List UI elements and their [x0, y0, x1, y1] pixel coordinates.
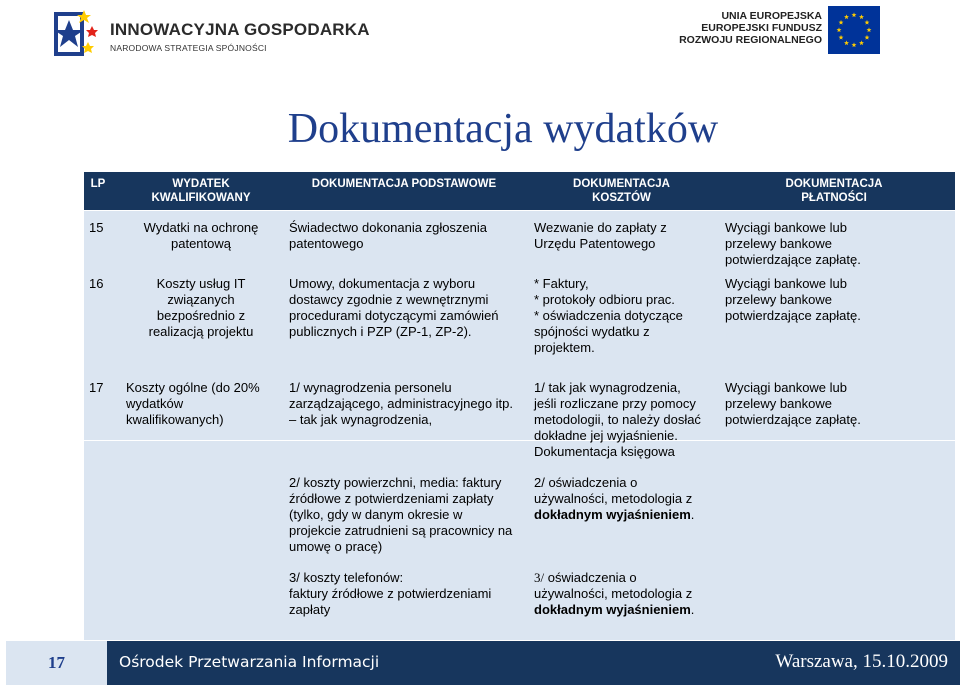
- footer-bar: [107, 641, 960, 685]
- eu-logo-text: [679, 10, 822, 46]
- cell-line: [534, 602, 709, 618]
- cell-line: – tak jak wynagrodzenia,: [289, 412, 433, 427]
- eu-line: UNIA EUROPEJSKA: [721, 10, 822, 22]
- cell-line: * protokoły odbioru prac.: [534, 292, 675, 307]
- cell-wydatek: [126, 380, 276, 428]
- footer: [0, 640, 960, 686]
- row-divider: [84, 210, 955, 211]
- innowacyjna-gospodarka-logo: [52, 6, 370, 66]
- cell-line: zapłaty: [289, 602, 331, 617]
- cell-line: projektem.: [534, 340, 595, 355]
- cell-wydatek: [126, 276, 276, 340]
- table-header: [84, 172, 955, 210]
- cell-line: projekcie zatrudnieni są pracownicy na: [289, 523, 513, 538]
- cell-line: publicznych i PZP (ZP-1, ZP-2).: [289, 324, 472, 339]
- header-line: DOKUMENTACJA: [573, 178, 670, 190]
- header-line: DOKUMENTACJA: [785, 178, 883, 190]
- cell-line: procedurami dotyczącymi zamówień: [289, 308, 499, 323]
- cell-koszty-part1: [534, 380, 709, 460]
- eu-flag-icon: [828, 6, 880, 54]
- cell-line: źródłowe z potwierdzeniami zapłaty: [289, 491, 494, 506]
- cell-line: jeśli rozliczane przy pomocy: [534, 396, 696, 411]
- cell-line: używalności, metodologia z: [534, 586, 693, 601]
- eu-logo: [670, 6, 880, 56]
- cell-line: wydatków: [126, 396, 184, 411]
- row-divider: [84, 440, 955, 441]
- cell-line: dostawcy zgodnie z wewnętrznymi: [289, 292, 489, 307]
- header-wydatek: [126, 177, 276, 205]
- cell-line: Dokumentacja księgowa: [534, 444, 675, 459]
- place-date: Warszawa, 15.10.2009: [775, 651, 948, 672]
- header-line: KOSZTÓW: [592, 192, 651, 204]
- cell-line: Urzędu Patentowego: [534, 236, 656, 251]
- cell-line: potwierdzające zapłatę.: [725, 252, 861, 267]
- header-line: WYDATEK: [172, 178, 230, 190]
- header-koszty: [534, 177, 709, 205]
- cell-line: (tylko, gdy w danym okresie w: [289, 507, 463, 522]
- cell-line: potwierdzające zapłatę.: [725, 412, 861, 427]
- cell-line: Świadectwo dokonania zgłoszenia: [289, 220, 488, 235]
- star-logo-icon: [52, 6, 100, 62]
- cell-line: faktury źródłowe z potwierdzeniami: [289, 586, 492, 601]
- cell-podstawowe-part3: [289, 570, 529, 618]
- cell-podstawowe: [289, 276, 529, 340]
- logo-left-subtitle: NARODOWA STRATEGIA SPÓJNOŚCI: [110, 43, 267, 53]
- cell-line: realizacją projektu: [148, 324, 254, 339]
- header-platnosci: [719, 177, 949, 205]
- cell-line: * oświadczenia dotyczące: [534, 308, 683, 323]
- emphasis-text: dokładnym wyjaśnieniem: [534, 507, 691, 522]
- cell-line: patentowego: [289, 236, 364, 251]
- cell-koszty-part2: [534, 475, 709, 523]
- page-title: Dokumentacja wydatków: [287, 106, 719, 152]
- cell-line: Wydatki na ochronę: [143, 220, 259, 235]
- cell-text: oświadczenia o: [547, 570, 637, 585]
- cell-line: umowę o pracę): [289, 539, 383, 554]
- cell-line: metodologii, to należy dosłać: [534, 412, 701, 427]
- cell-line: używalności, metodologia z: [534, 491, 693, 506]
- header-line: KWALIFIKOWANY: [151, 192, 251, 204]
- cell-line: patentową: [171, 236, 231, 251]
- cell-platnosci: [725, 380, 955, 428]
- cell-line: dokładne jej wyjaśnienie.: [534, 428, 678, 443]
- cell-line: związanych: [167, 292, 235, 307]
- period: .: [690, 507, 695, 522]
- cell-line: 1/ tak jak wynagrodzenia,: [534, 380, 681, 395]
- cell-wydatek: [126, 220, 276, 252]
- eu-line: EUROPEJSKI FUNDUSZ: [701, 22, 822, 34]
- cell-line: Umowy, dokumentacja z wyboru: [289, 276, 476, 291]
- cell-line: zarządzającego, administracyjnego itp.: [289, 396, 514, 411]
- cell-podstawowe: [289, 220, 529, 252]
- header-lp: LP: [90, 178, 106, 190]
- cell-koszty-part3: [534, 570, 709, 618]
- cell-line: przelewy bankowe: [725, 236, 832, 251]
- cell-line: 3/ koszty telefonów:: [289, 570, 404, 585]
- cell-line: potwierdzające zapłatę.: [725, 308, 861, 323]
- cell-line: Wyciągi bankowe lub: [725, 220, 848, 235]
- cell-lp: 15: [89, 220, 104, 235]
- cell-line: przelewy bankowe: [725, 396, 832, 411]
- cell-line: * Faktury,: [534, 276, 589, 291]
- cell-line: Koszty usług IT: [156, 276, 246, 291]
- cell-line: 1/ wynagrodzenia personelu: [289, 380, 452, 395]
- cell-platnosci: [725, 220, 955, 268]
- eu-line: ROZWOJU REGIONALNEGO: [679, 34, 822, 46]
- cell-line: bezpośrednio z: [156, 308, 246, 323]
- logo-left-name: INNOWACYJNA GOSPODARKA: [110, 20, 370, 39]
- slide-number: 17: [6, 641, 107, 685]
- emphasis-text: dokładnym wyjaśnieniem: [534, 602, 691, 617]
- header-line: PŁATNOŚCI: [801, 192, 867, 204]
- cell-line: przelewy bankowe: [725, 292, 832, 307]
- cell-lp: 17: [89, 380, 104, 395]
- item-number: 3/: [534, 570, 545, 585]
- cell-koszty: [534, 276, 709, 356]
- cell-lp: 16: [89, 276, 104, 291]
- cell-podstawowe-part2: [289, 475, 529, 555]
- cell-line: Koszty ogólne (do 20%: [126, 380, 260, 395]
- cell-line: [534, 570, 709, 586]
- cell-line: spójności wydatku z: [534, 324, 650, 339]
- organization-name: Ośrodek Przetwarzania Informacji: [119, 653, 380, 671]
- cell-line: 2/ oświadczenia o: [534, 475, 638, 490]
- cell-podstawowe-part1: [289, 380, 529, 428]
- cell-line: Wyciągi bankowe lub: [725, 276, 848, 291]
- cell-line: kwalifikowanych): [126, 412, 224, 427]
- cell-koszty: [534, 220, 709, 252]
- cell-line: 2/ koszty powierzchni, media: faktury: [289, 475, 502, 490]
- cell-platnosci: [725, 276, 955, 324]
- cell-line: Wezwanie do zapłaty z: [534, 220, 667, 235]
- period: .: [690, 602, 695, 617]
- cell-line: [534, 507, 709, 523]
- header-podstawowe: DOKUMENTACJA PODSTAWOWE: [311, 178, 497, 190]
- cell-line: Wyciągi bankowe lub: [725, 380, 848, 395]
